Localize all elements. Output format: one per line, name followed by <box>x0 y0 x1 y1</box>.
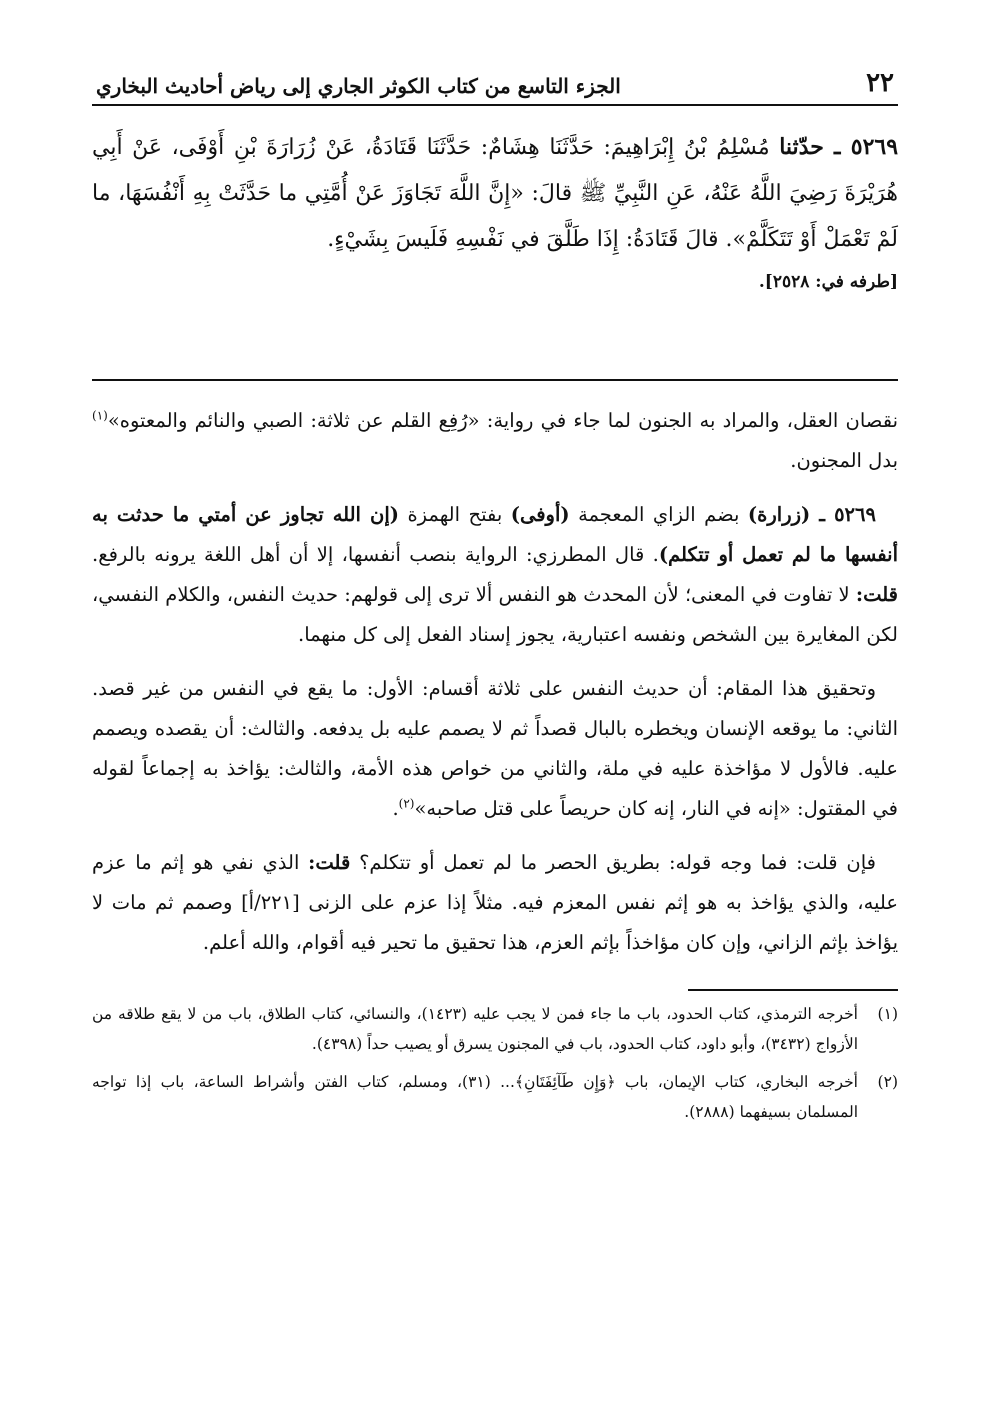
footnote-text: أخرجه الترمذي، كتاب الحدود، باب ما جاء فمن لا يجب عليه (١٤٢٣)، والنسائي، كتاب الطلاق، باب من لا يقع طلاقه من الأزواج (٣٤٣٢)، وأبو داود، كتاب الحدود، باب في المجنون يسرق أو يصيب حداً (٤٣٩٨). <box>92 1005 858 1053</box>
p4-text-a: فإن قلت: فما وجه قوله: بطريق الحصر ما لم تعمل أو تتكلم؟ <box>350 851 876 874</box>
running-title: الجزء التاسع من كتاب الكوثر الجاري إلى رياض أحاديث البخاري <box>96 74 621 98</box>
hadith-reference: [طرفه في: ٢٥٢٨]. <box>758 272 898 292</box>
footnote-ref-1: (١) <box>92 408 108 423</box>
p4-text-b: الذي نفي هو إثم ما عزم عليه، والذي يؤاخذ به هو إثم نفس المعزم فيه. مثلاً إذا عزم على الزنى [٢٢١/أ] وصمم ثم مات لا يؤاخذ بإثم الزاني، وإن كان مؤاخذاً بإثم العزم، هذا تحقيق ما تحير فيه أقوام، والله أعلم. <box>92 851 898 954</box>
p2-quote: (إن الله تجاوز عن أمتي ما حدثت به أنفسها ما لم تعمل أو تتكلم) <box>92 503 898 566</box>
p2-text-c: . قال المطرزي: الرواية بنصب أنفسها، إلا أن أهل اللغة يرونه بالرفع. <box>92 543 659 566</box>
footnote-2 <box>92 1067 898 1127</box>
footnotes <box>92 999 898 1127</box>
footnote-text: أخرجه البخاري، كتاب الإيمان، باب ﴿وَإِن طَآئِفَتَانِ﴾... (٣١)، ومسلم، كتاب الفتن وأشراط الساعة، باب إذا تواجه المسلمان بسيفهما (٢٨٨٨). <box>92 1073 858 1121</box>
footnote-divider <box>688 989 898 991</box>
p3-text: وتحقيق هذا المقام: أن حديث النفس على ثلاثة أقسام: الأول: ما يقع في النفس من غير قصد. الثاني: ما يوقعه الإنسان ويخطره بالبال قصداً ثم لا يصمم عليه بل يدفعه. والثالث: أن يقصده ويصمم عليه. فالأول لا مؤاخذة عليه في ملة، والثاني من خواص هذه الأمة، والثالث: يؤاخذ به إجماعاً لقوله في المقتول: «إنه في النار، إنه كان حريصاً على قتل صاحبه» <box>92 677 898 820</box>
footnote-ref-2: (٢) <box>398 796 415 811</box>
p2-awfa: (أوفى) <box>510 503 570 526</box>
p2-text-b: بفتح الهمزة <box>398 503 511 526</box>
p1-tail: بدل المجنون. <box>790 449 898 472</box>
commentary-paragraph-2 <box>92 495 898 655</box>
book-page <box>92 58 898 1358</box>
footnote-1 <box>92 999 898 1059</box>
footnote-number: (٢) <box>877 1073 898 1091</box>
hadith-body: مُسْلِمُ بْنُ إِبْرَاهِيمَ: حَدَّثَنَا هِشَامٌ: حَدَّثَنَا قَتَادَةُ، عَنْ زُرَارَةَ بْنِ أَوْفَى، عَنْ أَبِي هُرَيْرَةَ رَضِيَ اللَّهُ عَنْهُ، عَنِ النَّبِيِّ ﷺ قالَ: «إِنَّ اللَّهَ تَجَاوَزَ عَنْ أُمَّتِي ما حَدَّثَتْ بِهِ أَنْفُسَهَا، ما لَمْ تَعْمَلْ أَوْ تَتَكَلَّمْ». قالَ قَتَادَةُ: إِذَا طَلَّقَ في نَفْسِهِ فَلَيسَ بِشَيْءٍ. <box>92 135 898 252</box>
p2-text-d: لا تفاوت في المعنى؛ لأن المحدث هو النفس ألا ترى إلى قولهم: حديث النفس، والكلام النفسي، لكن المغايرة بين الشخص ونفسه اعتبارية، يجوز إسناد الفعل إلى كل منهما. <box>92 583 898 646</box>
commentary-paragraph-1 <box>92 401 898 481</box>
page-number: ٢٢ <box>866 68 894 98</box>
commentary-paragraph-4 <box>92 843 898 963</box>
p4-qult: قلت: <box>308 851 351 874</box>
footnote-number: (١) <box>877 1005 898 1023</box>
p2-qult: قلت: <box>855 583 898 606</box>
hadith-text-block <box>92 124 898 263</box>
p2-hadith-number: ٥٢٦٩ ـ (زرارة) <box>747 503 876 526</box>
p3-tail: . <box>392 797 399 820</box>
commentary-section <box>92 401 898 963</box>
hadith-number: ٥٢٦٩ ـ حدّثنا <box>779 134 899 160</box>
p2-text-a: بضم الزاي المعجمة <box>569 503 748 526</box>
commentary-paragraph-3 <box>92 669 898 829</box>
page-header <box>92 58 898 106</box>
section-divider <box>92 379 898 381</box>
p1-text: نقصان العقل، والمراد به الجنون لما جاء في رواية: «رُفِع القلم عن ثلاثة: الصبي والنائم والمعتوه» <box>107 409 898 432</box>
